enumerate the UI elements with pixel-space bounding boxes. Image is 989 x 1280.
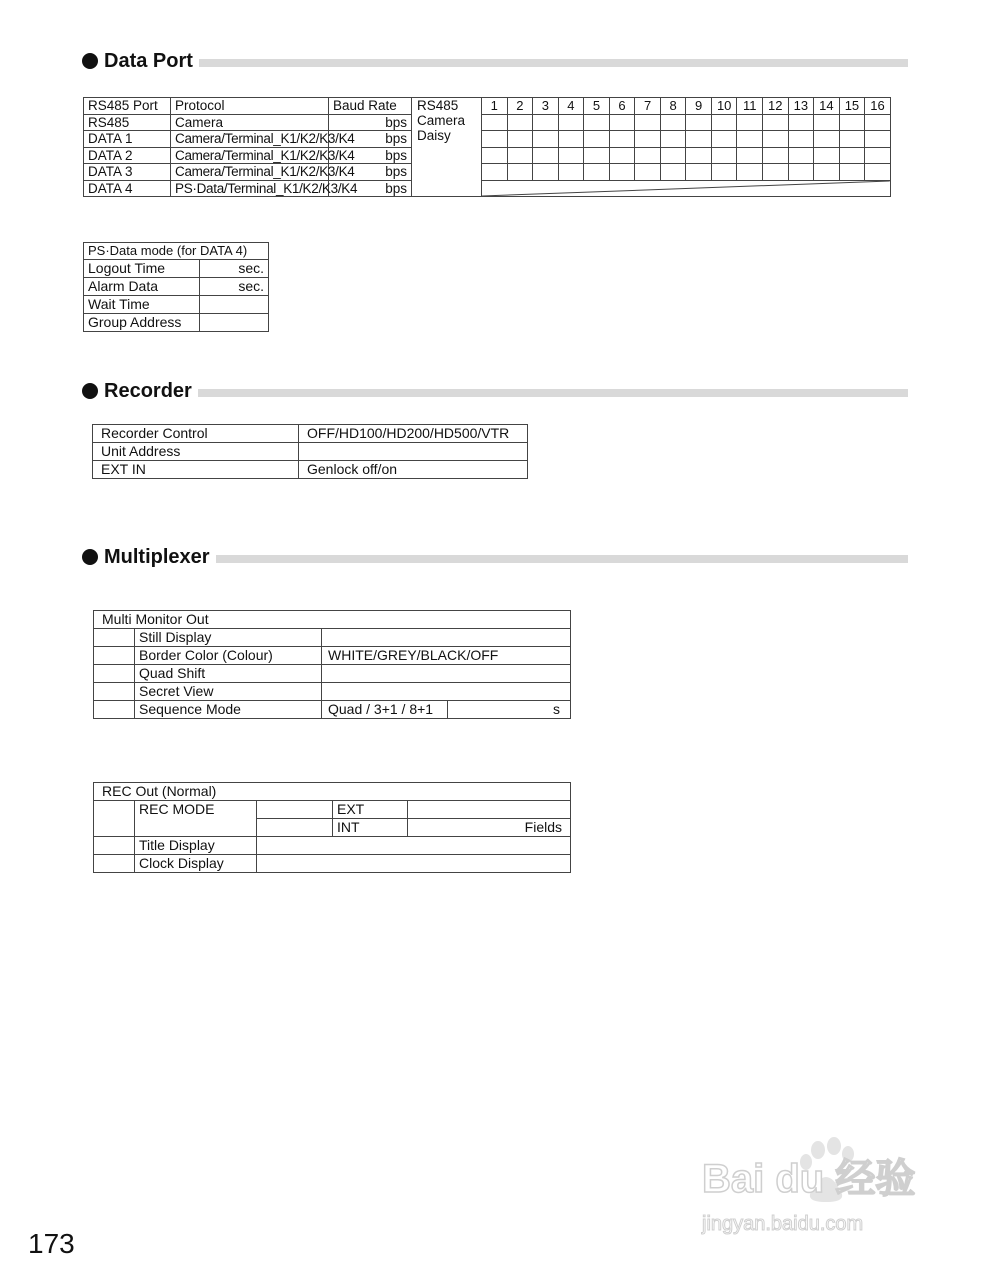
channel-cell [584,114,610,131]
recorder-label: Unit Address [93,443,299,461]
channel-header: 1 [482,98,508,115]
table-row [94,665,571,683]
psdata-label: Wait Time [84,296,200,314]
channel-cell [711,131,737,148]
channel-cell [482,114,508,131]
channel-cell [558,147,584,164]
indent-cell [94,683,135,701]
channel-cell [533,114,559,131]
channel-cell [711,114,737,131]
recorder-label: EXT IN [93,461,299,479]
channel-cell [865,131,891,148]
channel-header: 5 [584,98,610,115]
daisy-label-daisy: Daisy [417,128,451,143]
baud-cell: bps [329,180,412,197]
channel-cell [635,131,661,148]
channel-cell [609,114,635,131]
recorder-label: Recorder Control [93,425,299,443]
channel-cell [686,147,712,164]
channel-cell [507,114,533,131]
channel-cell [533,164,559,181]
channel-cell [507,164,533,181]
table-row [94,611,571,629]
monitor-unit: s [448,701,571,719]
table-row [84,296,269,314]
header-baud-rate: Baud Rate [329,98,412,115]
rec-out-title: REC Out (Normal) [94,783,571,801]
channel-cell [507,131,533,148]
channel-cell [737,164,763,181]
monitor-title: Multi Monitor Out [94,611,571,629]
channel-cell [635,164,661,181]
data-port-table [83,97,891,197]
daisy-label-rs485: RS485 [417,98,459,113]
bullet-icon [82,383,98,399]
indent-cell [94,629,135,647]
table-row [84,314,269,332]
protocol-cell: PS·Data/Terminal_K1/K2/K3/K4 [171,180,329,197]
section-recorder [82,378,908,404]
channel-cell [686,131,712,148]
empty-cell [257,855,571,873]
clock-display-label: Clock Display [135,855,257,873]
channel-cell [839,147,865,164]
channel-cell [558,131,584,148]
watermark-brand: Bai du 经验 [702,1157,916,1201]
channel-header: 7 [635,98,661,115]
indent-cell [94,647,135,665]
channel-cell [558,164,584,181]
section-divider [216,555,908,563]
table-row [84,164,891,181]
channel-cell [737,147,763,164]
channel-cell [584,131,610,148]
section-data-port [82,48,908,74]
channel-cell [814,114,840,131]
table-row [84,260,269,278]
channel-cell [737,114,763,131]
empty-cell [257,819,333,837]
section-multiplexer [82,544,908,570]
empty-cell [257,801,333,819]
port-cell: DATA 4 [84,180,171,197]
psdata-value: sec. [200,278,269,296]
table-row [94,801,571,819]
channel-header: 6 [609,98,635,115]
channel-cell [584,147,610,164]
table-row [93,425,528,443]
title-display-label: Title Display [135,837,257,855]
monitor-label: Quad Shift [135,665,322,683]
diagonal-line [482,181,890,196]
channel-cell [814,131,840,148]
bullet-icon [82,549,98,565]
empty-cell [408,801,571,819]
port-cell: DATA 2 [84,147,171,164]
channel-cell [507,147,533,164]
monitor-value: WHITE/GREY/BLACK/OFF [322,647,571,665]
channel-cell [814,147,840,164]
psdata-label: Logout Time [84,260,200,278]
channel-cell [584,164,610,181]
channel-header: 13 [788,98,814,115]
channel-cell [763,147,789,164]
protocol-cell: Camera/Terminal_K1/K2/K3/K4 [171,131,329,148]
page-number: 173 [28,1228,75,1259]
recorder-value [299,443,528,461]
rec-out-table [93,782,571,873]
monitor-value [322,683,571,701]
channel-cell [788,147,814,164]
protocol-cell: Camera/Terminal_K1/K2/K3/K4 [171,147,329,164]
ext-label: EXT [333,801,408,819]
monitor-label: Border Color (Colour) [135,647,322,665]
multi-monitor-out-table [93,610,571,719]
channel-cell [737,131,763,148]
table-row [94,647,571,665]
channel-cell [788,131,814,148]
table-row [93,443,528,461]
channel-cell [558,114,584,131]
channel-cell [839,131,865,148]
table-row [94,683,571,701]
channel-header: 11 [737,98,763,115]
channel-header: 4 [558,98,584,115]
channel-header: 14 [814,98,840,115]
psdata-title: PS·Data mode (for DATA 4) [84,243,269,260]
section-title-data-port: Data Port [104,49,193,72]
channel-cell [788,164,814,181]
channel-cell [763,164,789,181]
section-title-recorder: Recorder [104,379,192,402]
channel-header: 9 [686,98,712,115]
channel-cell [533,131,559,148]
monitor-label: Still Display [135,629,322,647]
protocol-cell: Camera [171,114,329,131]
table-row [94,783,571,801]
table-row [84,180,891,197]
channel-cell [814,164,840,181]
channel-header: 8 [660,98,686,115]
psdata-value: sec. [200,260,269,278]
section-divider [199,59,908,67]
protocol-cell: Camera/Terminal_K1/K2/K3/K4 [171,164,329,181]
psdata-label: Group Address [84,314,200,332]
baidu-watermark [700,1130,940,1240]
baud-cell: bps [329,114,412,131]
channel-cell [482,131,508,148]
table-row [84,114,891,131]
channel-cell [865,164,891,181]
table-row [84,243,269,260]
recorder-table [92,424,528,479]
indent-cell [94,855,135,873]
header-protocol: Protocol [171,98,329,115]
channel-cell [788,114,814,131]
channel-header: 16 [865,98,891,115]
table-row [93,461,528,479]
table-row [94,701,571,719]
channel-cell [839,164,865,181]
indent-cell [94,837,135,855]
channel-cell [711,164,737,181]
psdata-value [200,296,269,314]
table-row [94,855,571,873]
section-title-multiplexer: Multiplexer [104,545,210,568]
channel-cell [865,114,891,131]
channel-header: 15 [839,98,865,115]
rec-mode-label: REC MODE [135,801,257,837]
monitor-label: Sequence Mode [135,701,322,719]
table-row [84,278,269,296]
table-row [94,629,571,647]
indent-cell [94,701,135,719]
bullet-icon [82,53,98,69]
psdata-value [200,314,269,332]
port-cell: RS485 [84,114,171,131]
channel-header: 2 [507,98,533,115]
channel-header: 3 [533,98,559,115]
daisy-label-camera: Camera [417,113,466,128]
recorder-value: OFF/HD100/HD200/HD500/VTR [299,425,528,443]
channel-cell [686,164,712,181]
indent-cell [94,665,135,683]
channel-cell [482,147,508,164]
empty-cell [257,837,571,855]
channel-cell [609,131,635,148]
channel-cell [763,131,789,148]
table-row [84,98,891,115]
baud-cell: bps [329,131,412,148]
baud-cell: bps [329,164,412,181]
recorder-value: Genlock off/on [299,461,528,479]
baud-cell: bps [329,147,412,164]
channel-cell [865,147,891,164]
indent-cell [94,801,135,837]
psdata-label: Alarm Data [84,278,200,296]
port-cell: DATA 1 [84,131,171,148]
section-divider [198,389,908,397]
channel-cell [609,147,635,164]
watermark-url: jingyan.baidu.com [702,1213,864,1235]
fields-label: Fields [408,819,571,837]
monitor-value [322,629,571,647]
monitor-value: Quad / 3+1 / 8+1 [322,701,448,719]
channel-cell [660,114,686,131]
port-cell: DATA 3 [84,164,171,181]
channel-cell [482,164,508,181]
channel-cell [711,147,737,164]
channel-header: 10 [711,98,737,115]
table-row [94,837,571,855]
channel-cell [660,164,686,181]
baidu-paw-logo-icon [700,1130,940,1240]
monitor-label: Secret View [135,683,322,701]
table-row [84,131,891,148]
table-row [84,147,891,164]
daisy-label-cell [412,98,482,197]
channel-header: 12 [763,98,789,115]
int-label: INT [333,819,408,837]
monitor-value [322,665,571,683]
channel-cell [609,164,635,181]
channel-cell [763,114,789,131]
channel-cell [660,131,686,148]
channel-cell [635,114,661,131]
header-rs485-port: RS485 Port [84,98,171,115]
channel-cell [635,147,661,164]
psdata-mode-table [83,242,269,332]
channel-empty-row [482,180,891,197]
channel-cell [839,114,865,131]
channel-cell [533,147,559,164]
channel-cell [686,114,712,131]
channel-cell [660,147,686,164]
